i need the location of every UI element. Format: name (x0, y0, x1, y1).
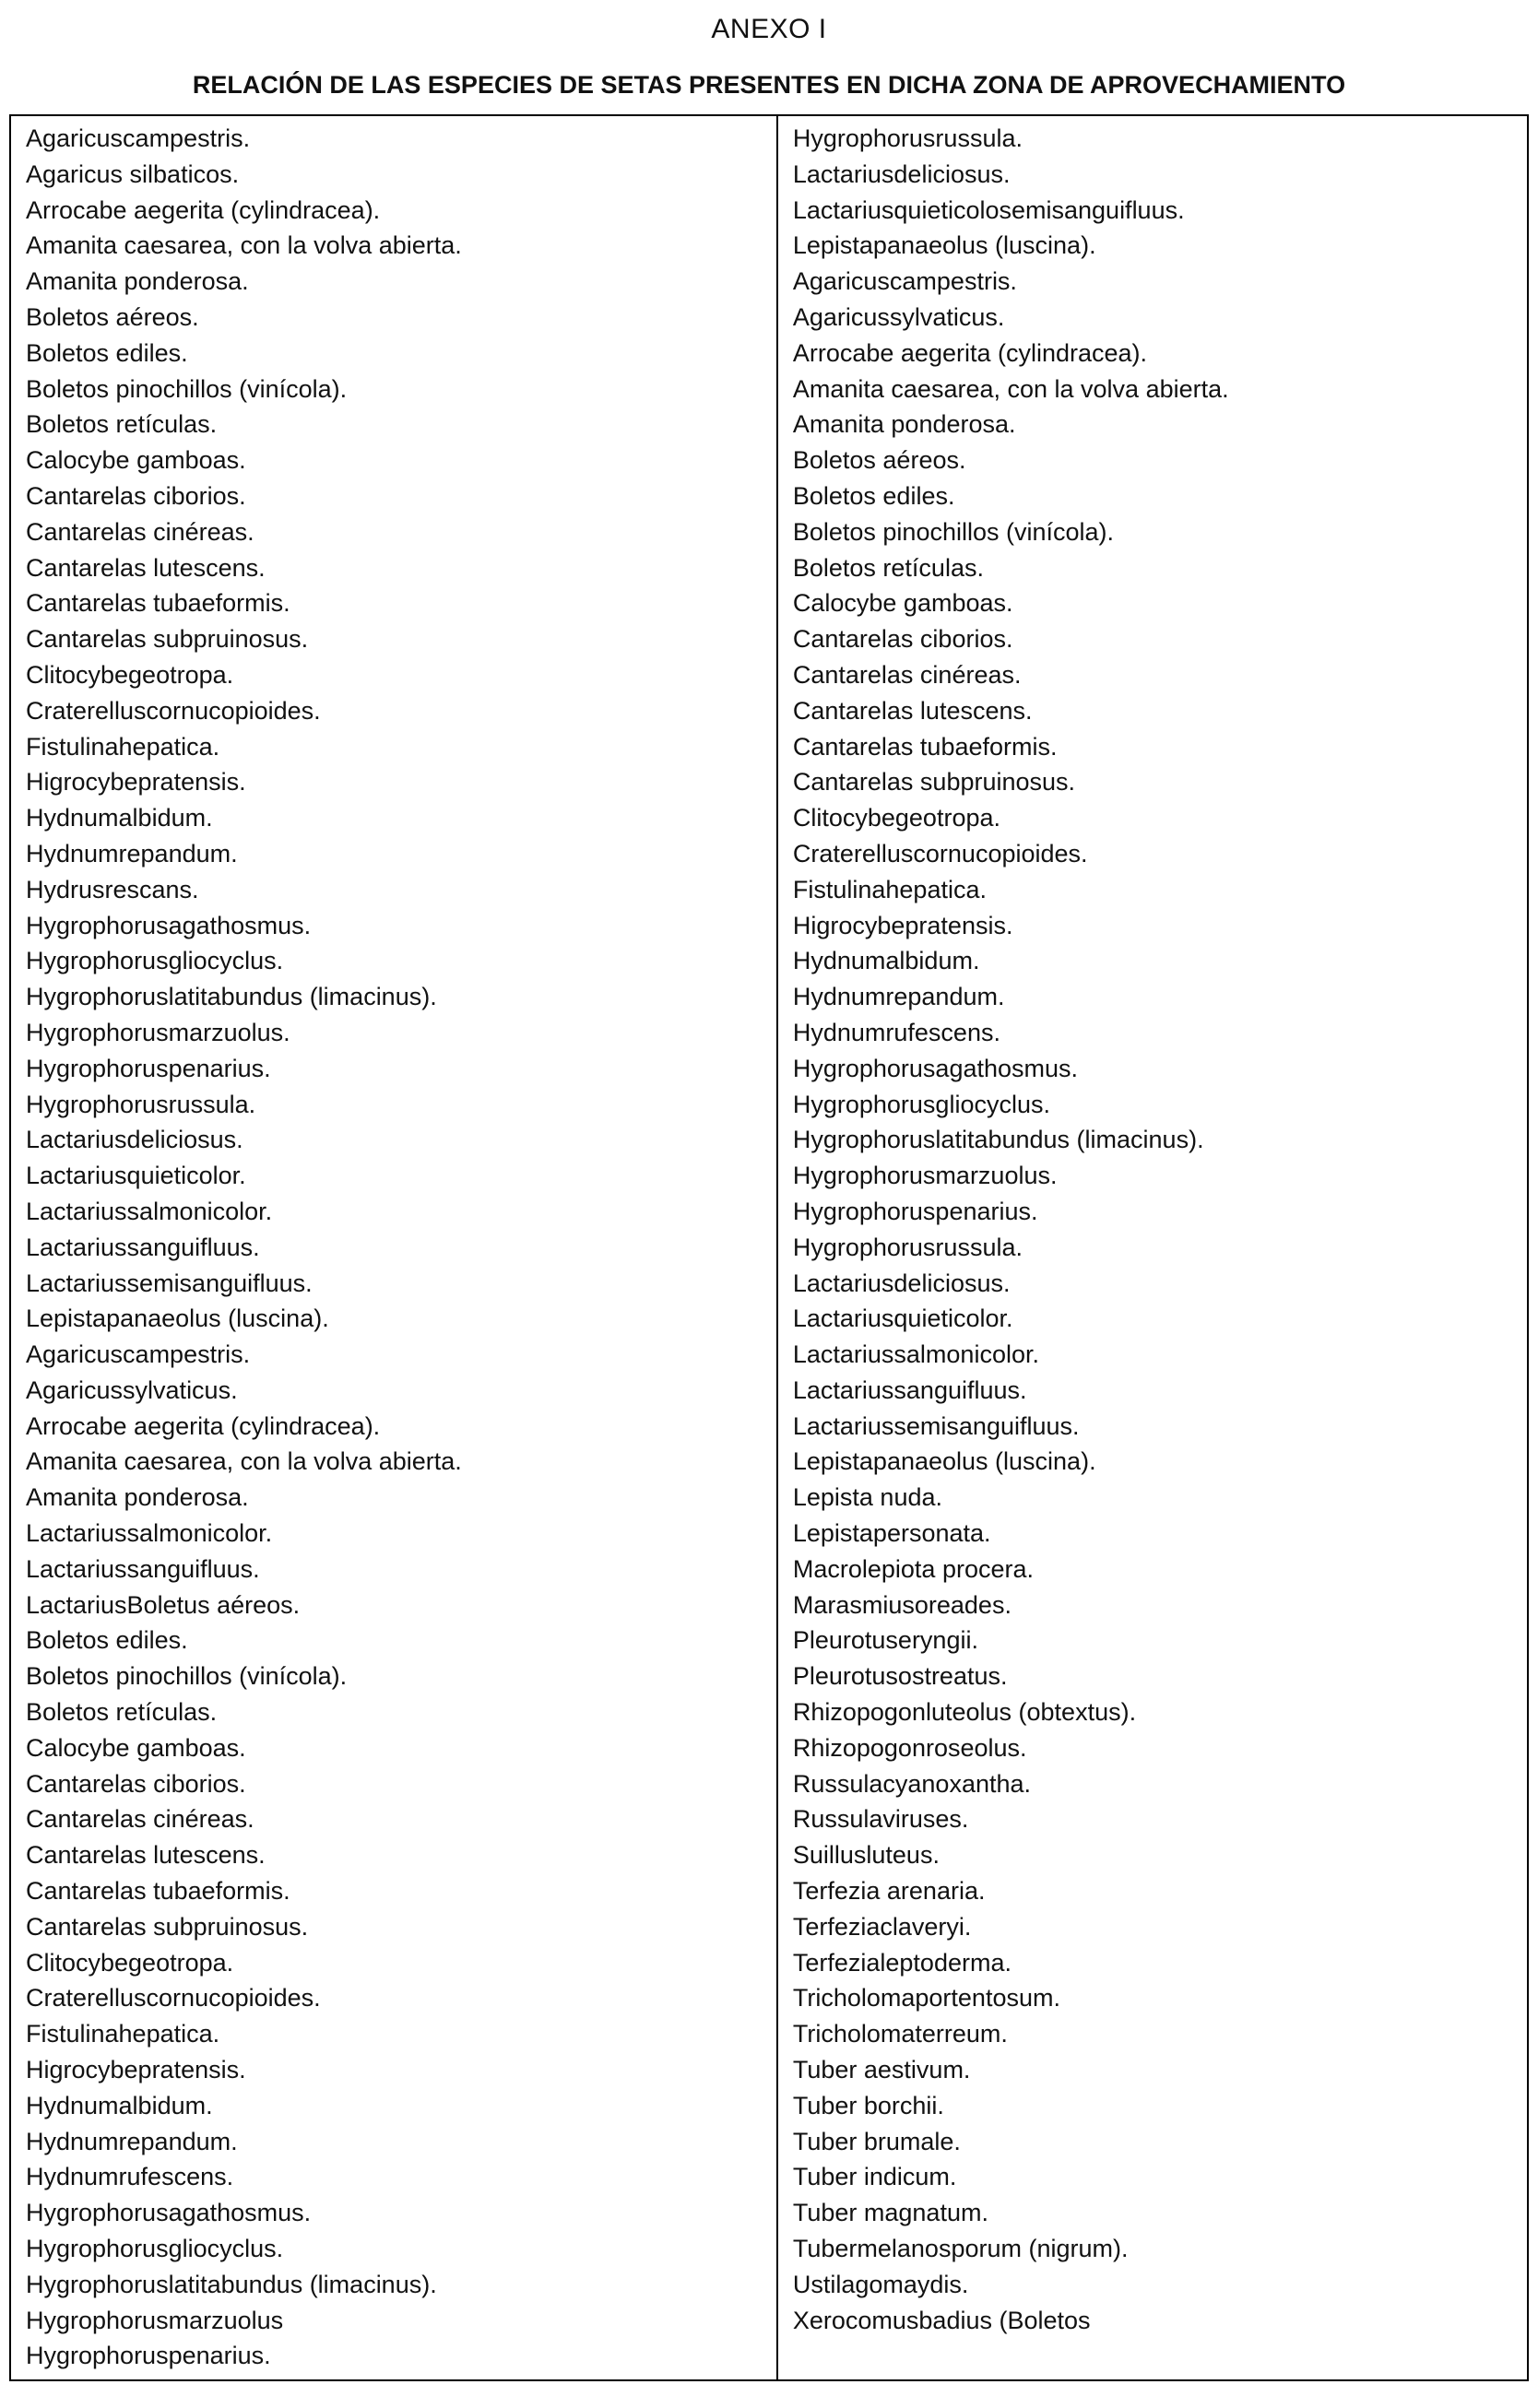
species-column-left (11, 116, 778, 2379)
species-item: Hygrophorusagathosmus. (792, 1054, 1079, 1082)
species-item: Rhizopogonluteolus (obtextus). (792, 1698, 1137, 1727)
species-item: Higrocybepratensis. (26, 768, 246, 797)
species-item: Lactariussalmonicolor. (26, 1197, 273, 1225)
species-item: Clitocybegeotropa. (792, 804, 1000, 832)
species-item: Calocybe gamboas. (26, 446, 246, 475)
species-item: Arrocabe aegerita (cylindracea). (26, 1411, 381, 1440)
species-item: Boletos ediles. (26, 338, 188, 367)
species-item: Xerocomusbadius (Boletos (792, 2306, 1091, 2334)
species-item: Lepista nuda. (792, 1483, 942, 1512)
species-item: Cantarelas cinéreas. (26, 517, 254, 546)
species-item: Hygrophorusmarzuolus (26, 2306, 284, 2334)
species-item: Tuber brumale. (792, 2127, 961, 2155)
species-item: Lactariusdeliciosus. (26, 1126, 243, 1154)
species-item: Boletos pinochillos (vinícola). (26, 1662, 348, 1691)
species-item: Hygrophoruspenarius. (26, 2342, 271, 2370)
species-table (9, 114, 1529, 2381)
species-item: Hygrophorusagathosmus. (26, 911, 312, 939)
species-item: Lactariussanguifluus. (26, 1554, 260, 1583)
species-item: Terfezialeptoderma. (792, 1948, 1012, 1977)
species-item: Hygrophorusgliocyclus. (26, 2235, 284, 2263)
species-item: Cantarelas tubaeformis. (26, 1877, 290, 1906)
species-item: Hydnumrepandum. (26, 839, 238, 868)
species-item: Hydnumrufescens. (26, 2163, 234, 2191)
species-item: Lactariussalmonicolor. (792, 1340, 1039, 1369)
species-item: Hygrophorusrussula. (26, 1090, 256, 1118)
species-item: Higrocybepratensis. (26, 2056, 246, 2084)
species-item: Lepistapanaeolus (luscina). (792, 231, 1096, 260)
species-item: Lactariussanguifluus. (792, 1375, 1027, 1404)
species-item: Tuber indicum. (792, 2163, 957, 2191)
species-item: Hygrophorusgliocyclus. (792, 1090, 1050, 1118)
species-item: Amanita ponderosa. (26, 267, 249, 296)
species-item: Amanita caesarea, con la volva abierta. (792, 374, 1229, 403)
species-item: Lactariusquieticolosemisanguifluus. (792, 195, 1185, 224)
page-subtitle: RELACIÓN DE LAS ESPECIES DE SETAS PRESENTES EN DICHA ZONA DE APROVECHAMIENTO (192, 71, 1346, 99)
species-item: LactariusBoletus aéreos. (26, 1590, 301, 1619)
species-item: Cantarelas lutescens. (26, 553, 266, 582)
species-item: Cantarelas cinéreas. (792, 660, 1022, 689)
species-item: Fistulinahepatica. (792, 875, 987, 903)
species-item: Lactariusquieticolor. (26, 1162, 246, 1190)
species-item: Lactariusdeliciosus. (792, 1269, 1011, 1297)
species-item: Arrocabe aegerita (cylindracea). (26, 195, 381, 224)
species-item: Pleurotuseryngii. (792, 1626, 978, 1655)
species-item: Amanita caesarea, con la volva abierta. (26, 1447, 462, 1476)
species-item: Craterelluscornucopioides. (26, 696, 321, 725)
species-item: Agaricuscampestris. (26, 1340, 251, 1369)
species-item: Hygrophoruspenarius. (792, 1197, 1038, 1225)
species-item: Cantarelas tubaeformis. (26, 589, 290, 618)
species-item: Craterelluscornucopioides. (792, 839, 1088, 868)
species-item: Marasmiusoreades. (792, 1590, 1012, 1619)
species-item: Calocybe gamboas. (26, 1733, 246, 1762)
species-item: Fistulinahepatica. (26, 732, 220, 761)
species-item: Cantarelas tubaeformis. (792, 732, 1058, 761)
species-item: Cantarelas lutescens. (26, 1841, 266, 1870)
species-item: Amanita caesarea, con la volva abierta. (26, 231, 462, 260)
species-item: Cantarelas subpruinosus. (792, 768, 1076, 797)
species-item: Agaricuscampestris. (26, 124, 251, 152)
species-item: Tubermelanosporum (nigrum). (792, 2235, 1129, 2263)
species-item: Boletos retículas. (26, 410, 218, 439)
species-item: Hygrophorusmarzuolus. (26, 1018, 290, 1046)
species-item: Hydnumrufescens. (792, 1018, 1000, 1046)
species-item: Amanita ponderosa. (792, 410, 1016, 439)
species-item: Agaricus silbaticos. (26, 159, 240, 188)
species-item: Hydnumalbidum. (26, 2091, 213, 2119)
species-item: Terfezia arenaria. (792, 1877, 986, 1906)
species-item: Hydnumalbidum. (26, 804, 213, 832)
species-item: Hydnumrepandum. (792, 983, 1005, 1011)
species-item: Cantarelas ciborios. (26, 1769, 246, 1798)
species-item: Boletos ediles. (792, 481, 955, 510)
species-item: Hygrophorusrussula. (792, 124, 1023, 152)
species-item: Rhizopogonroseolus. (792, 1733, 1027, 1762)
species-item: Tuber magnatum. (792, 2199, 988, 2227)
species-item: Boletos retículas. (792, 553, 984, 582)
species-item: Russulaviruses. (792, 1805, 969, 1834)
species-item: Higrocybepratensis. (792, 911, 1013, 939)
species-item: Boletos aéreos. (792, 446, 966, 475)
species-item: Boletos retículas. (26, 1698, 218, 1727)
species-item: Lactariussanguifluus. (26, 1233, 260, 1261)
species-item: Lepistapanaeolus (luscina). (26, 1304, 329, 1333)
species-item: Hygrophorusmarzuolus. (792, 1162, 1058, 1190)
species-item: Tricholomaterreum. (792, 2020, 1008, 2048)
species-item: Craterelluscornucopioides. (26, 1984, 321, 2013)
species-item: Hydrusrescans. (26, 875, 199, 903)
species-item: Cantarelas subpruinosus. (26, 1912, 309, 1941)
species-item: Cantarelas lutescens. (792, 696, 1033, 725)
species-item: Lactariussemisanguifluus. (792, 1411, 1080, 1440)
species-item: Cantarelas ciborios. (792, 625, 1013, 654)
species-item: Lactariussalmonicolor. (26, 1519, 273, 1548)
species-item: Hygrophorusagathosmus. (26, 2199, 312, 2227)
species-item: Agaricussylvaticus. (26, 1375, 238, 1404)
species-item: Hygrophoruslatitabundus (limacinus). (26, 2270, 437, 2298)
species-item: Pleurotusostreatus. (792, 1662, 1008, 1691)
page-title: ANEXO I (711, 14, 827, 44)
species-item: Hydnumalbidum. (792, 947, 980, 975)
species-item: Lepistapanaeolus (luscina). (792, 1447, 1096, 1476)
species-item: Lactariussemisanguifluus. (26, 1269, 313, 1297)
species-item: Hygrophoruspenarius. (26, 1054, 271, 1082)
species-item: Boletos aéreos. (26, 302, 199, 331)
species-item: Lactariusquieticolor. (792, 1304, 1013, 1333)
species-item: Agaricuscampestris. (792, 267, 1017, 296)
species-item: Boletos pinochillos (vinícola). (792, 517, 1115, 546)
species-column-right (778, 116, 1527, 2379)
species-item: Tuber aestivum. (792, 2056, 971, 2084)
species-item: Cantarelas subpruinosus. (26, 625, 309, 654)
species-item: Calocybe gamboas. (792, 589, 1013, 618)
species-item: Suillusluteus. (792, 1841, 940, 1870)
species-item: Lepistapersonata. (792, 1519, 991, 1548)
species-item: Hygrophoruslatitabundus (limacinus). (792, 1126, 1204, 1154)
species-item: Fistulinahepatica. (26, 2020, 220, 2048)
species-item: Tuber borchii. (792, 2091, 944, 2119)
species-item: Boletos pinochillos (vinícola). (26, 374, 348, 403)
species-item: Hygrophorusgliocyclus. (26, 947, 284, 975)
species-item: Ustilagomaydis. (792, 2270, 969, 2298)
species-item: Arrocabe aegerita (cylindracea). (792, 338, 1148, 367)
species-item: Terfeziaclaveryi. (792, 1912, 972, 1941)
species-item: Tricholomaportentosum. (792, 1984, 1060, 2013)
species-item: Hydnumrepandum. (26, 2127, 238, 2155)
species-item: Agaricussylvaticus. (792, 302, 1005, 331)
species-item: Macrolepiota procera. (792, 1554, 1034, 1583)
species-item: Cantarelas ciborios. (26, 481, 246, 510)
species-item: Hygrophoruslatitabundus (limacinus). (26, 983, 437, 1011)
species-item: Cantarelas cinéreas. (26, 1805, 254, 1834)
species-item: Clitocybegeotropa. (26, 660, 234, 689)
species-item: Amanita ponderosa. (26, 1483, 249, 1512)
species-item: Hygrophorusrussula. (792, 1233, 1023, 1261)
species-item: Boletos ediles. (26, 1626, 188, 1655)
species-item: Lactariusdeliciosus. (792, 159, 1011, 188)
species-item: Clitocybegeotropa. (26, 1948, 234, 1977)
species-item: Russulacyanoxantha. (792, 1769, 1032, 1798)
